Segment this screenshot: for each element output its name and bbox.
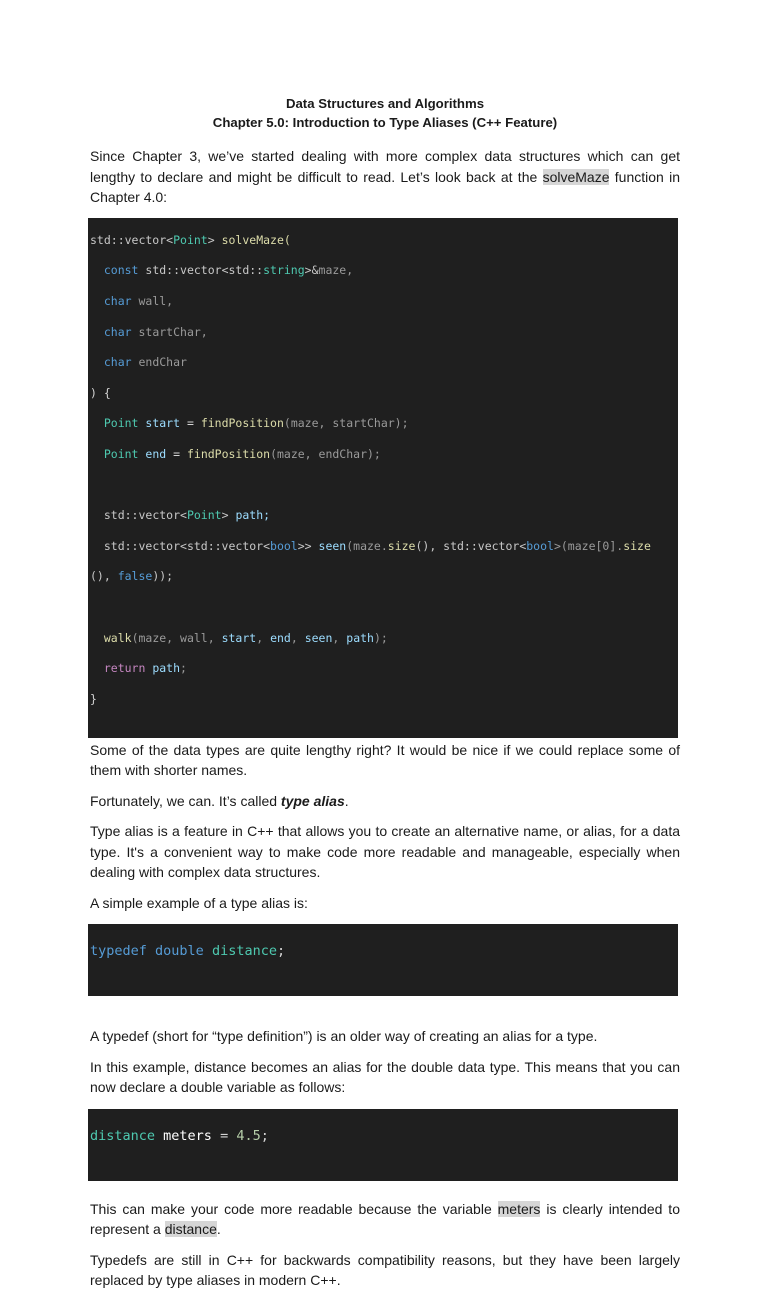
solvemaze-code-block: [88, 218, 678, 738]
code-line: std::vector<Point> solveMaze(: [90, 232, 291, 247]
code-line: distance meters = 4.5;: [90, 1127, 269, 1144]
distance-code-block: [88, 1109, 678, 1181]
code-line: const std::vector<std::string>&maze,: [103, 263, 354, 278]
intro-paragraph: Since Chapter 3, we’ve started dealing with more complex data structures which can get lengthy to declare and might be difficult to read. Let’s look back at the solveMaze function in Chapter 4.0:: [90, 148, 680, 205]
highlight-solvemaze: solveMaze: [542, 168, 610, 185]
highlight-meters: meters: [497, 1200, 541, 1217]
document-title: Data Structures and Algorithms: [285, 96, 485, 111]
code-line: [90, 600, 678, 615]
code-line: [90, 478, 678, 493]
code-line: walk(maze, wall, start, end, seen, path);: [103, 630, 388, 645]
code-line: ) {: [90, 385, 111, 400]
paragraph-backwards-compatibility: Typedefs are still in C++ for backwards compatibility reasons, but they have been largely replaced by type aliases in modern C++.: [90, 1251, 680, 1289]
code-line: std::vector<Point> path;: [103, 508, 271, 523]
type-alias-emphasis: type alias: [280, 792, 345, 809]
code-line: (), false));: [90, 569, 174, 584]
paragraph-type-alias-intro: Fortunately, we can. It’s called type alias.: [90, 792, 349, 809]
code-line: Point end = findPosition(maze, endChar);: [103, 446, 381, 461]
code-line: Point start = findPosition(maze, startChar);: [103, 416, 409, 431]
paragraph-type-alias-definition: Type alias is a feature in C++ that allows you to create an alternative name, or alias, for a data type. It's a convenient way to make code more readable and manageable, especially when dealing with complex data structures.: [90, 823, 680, 881]
code-line: std::vector<std::vector<bool>> seen(maze.size(), std::vector<bool>(maze[0].size: [103, 538, 651, 553]
paragraph-readability: This can make your code more readable because the variable meters is clearly intended to represent a distance.: [90, 1200, 680, 1238]
code-line: return path;: [103, 661, 187, 676]
code-line: char wall,: [103, 293, 174, 308]
code-line: char startChar,: [103, 324, 208, 339]
paragraph-typedef-explanation: A typedef (short for “type definition”) is an older way of creating an alias for a type.: [90, 1028, 598, 1045]
highlight-distance: distance: [164, 1221, 217, 1238]
paragraph-lengthy-types: Some of the data types are quite lengthy right? It would be nice if we could replace some of them with shorter names.: [90, 741, 680, 779]
typedef-code-block: [88, 924, 678, 996]
paragraph-simple-example: A simple example of a type alias is:: [90, 894, 308, 911]
document-page: [90, 94, 680, 1291]
code-line: char endChar: [103, 355, 187, 370]
code-line: typedef double distance;: [90, 943, 286, 960]
code-line: }: [90, 691, 97, 706]
chapter-heading: Chapter 5.0: Introduction to Type Aliases (C++ Feature): [212, 115, 558, 130]
paragraph-distance-alias: In this example, distance becomes an alias for the double data type. This means that you can now declare a double variable as follows:: [90, 1058, 680, 1096]
